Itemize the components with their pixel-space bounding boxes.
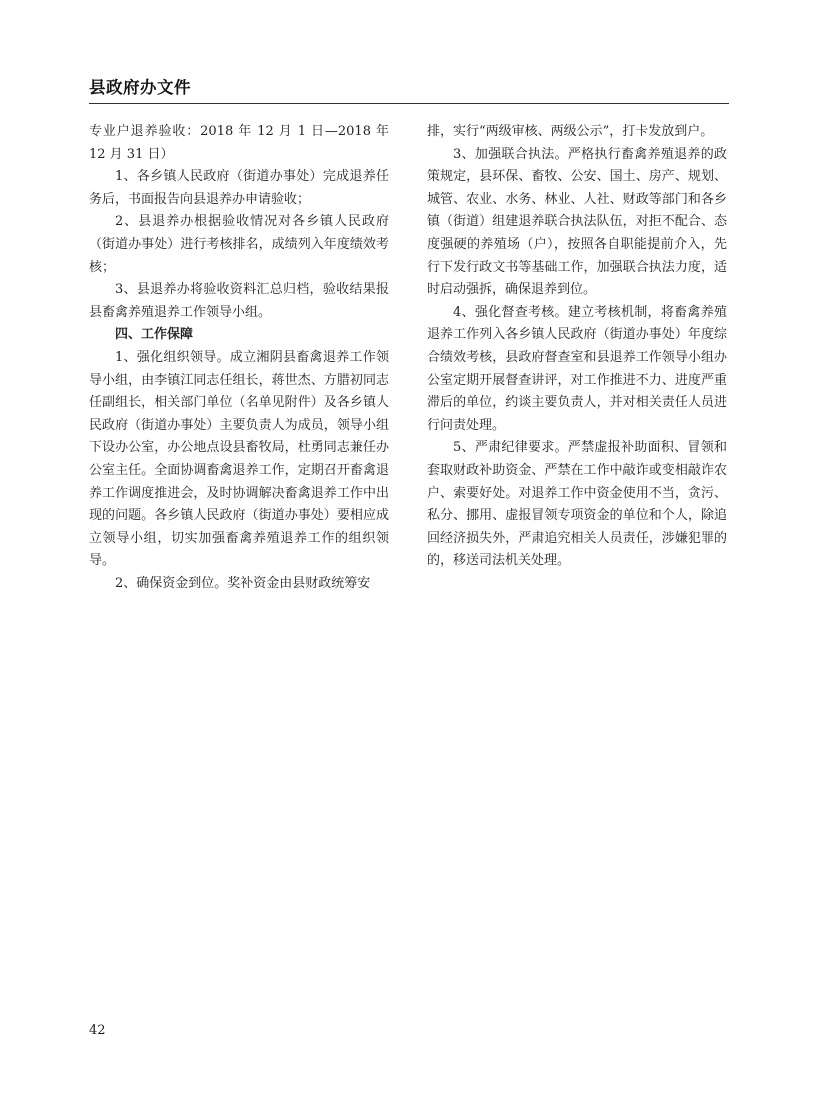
right-column bbox=[427, 121, 727, 573]
paragraph: 2、确保资金到位。奖补资金由县财政统筹安 bbox=[115, 575, 371, 591]
paragraph: 1、强化组织领导。成立湘阴县畜禽退养工作领导小组，由李镇江同志任组长，蒋世杰、方腊初同志任副组长，相关部门单位（名单见附件）及各乡镇人民政府（街道办事处）主要负责人为成员，领导小组下设办公室，办公地点设县畜牧局，杜勇同志兼任办公室主任。全面协调畜禽退养工作，定期召开畜禽退养工作调度推进会，及时协调解决畜禽退养工作中出现的问题。各乡镇人民政府（街道办事处）要相应成立领导小组，切实加强畜禽养殖退养工作的组织领导。 bbox=[89, 349, 389, 569]
paragraph: 3、加强联合执法。严格执行畜禽养殖退养的政策规定，县环保、畜牧、公安、国土、房产、规划、城管、农业、水务、林业、人社、财政等部门和各乡镇（街道）组建退养联合执法队伍，对拒不配合、态度强硬的养殖场（户），按照各自职能提前介入，先行下发行政文书等基础工作，加强联合执法力度，适时启动强拆，确保退养到位。 bbox=[427, 146, 727, 298]
paragraph: 5、严肃纪律要求。严禁虚报补助面积、冒领和套取财政补助资金、严禁在工作中敲诈或变相敲诈农户、索要好处。对退养工作中资金使用不当，贪污、私分、挪用、虚报冒领专项资金的单位和个人，除追回经济损失外，严肃追究相关人员责任，涉嫌犯罪的的，移送司法机关处理。 bbox=[427, 440, 727, 569]
paragraph: 2、县退养办根据验收情况对各乡镇人民政府（街道办事处）进行考核排名，成绩列入年度绩效考核； bbox=[89, 214, 389, 275]
left-column bbox=[89, 121, 389, 595]
paragraph: 专业户退养验收：2018 年 12 月 1 日—2018 年 12 月 31 日） bbox=[89, 124, 389, 162]
running-header-title: 县政府办文件 bbox=[89, 78, 191, 97]
paragraph: 1、各乡镇人民政府（街道办事处）完成退养任务后，书面报告向县退养办申请验收； bbox=[89, 169, 389, 207]
section-heading: 四、工作保障 bbox=[115, 327, 194, 343]
header-divider bbox=[89, 103, 729, 104]
paragraph: 4、强化督查考核。建立考核机制，将畜禽养殖退养工作列入各乡镇人民政府（街道办事处）年度综合绩效考核，县政府督查室和县退养工作领导小组办公室定期开展督查讲评，对工作推进不力、进度严重滞后的单位，约谈主要负责人，并对相关责任人员进行问责处理。 bbox=[427, 304, 727, 433]
page-number: 42 bbox=[89, 1023, 106, 1038]
paragraph: 排，实行“两级审核、两级公示”，打卡发放到户。 bbox=[427, 124, 714, 139]
paragraph: 3、县退养办将验收资料汇总归档，验收结果报县畜禽养殖退养工作领导小组。 bbox=[89, 282, 389, 320]
